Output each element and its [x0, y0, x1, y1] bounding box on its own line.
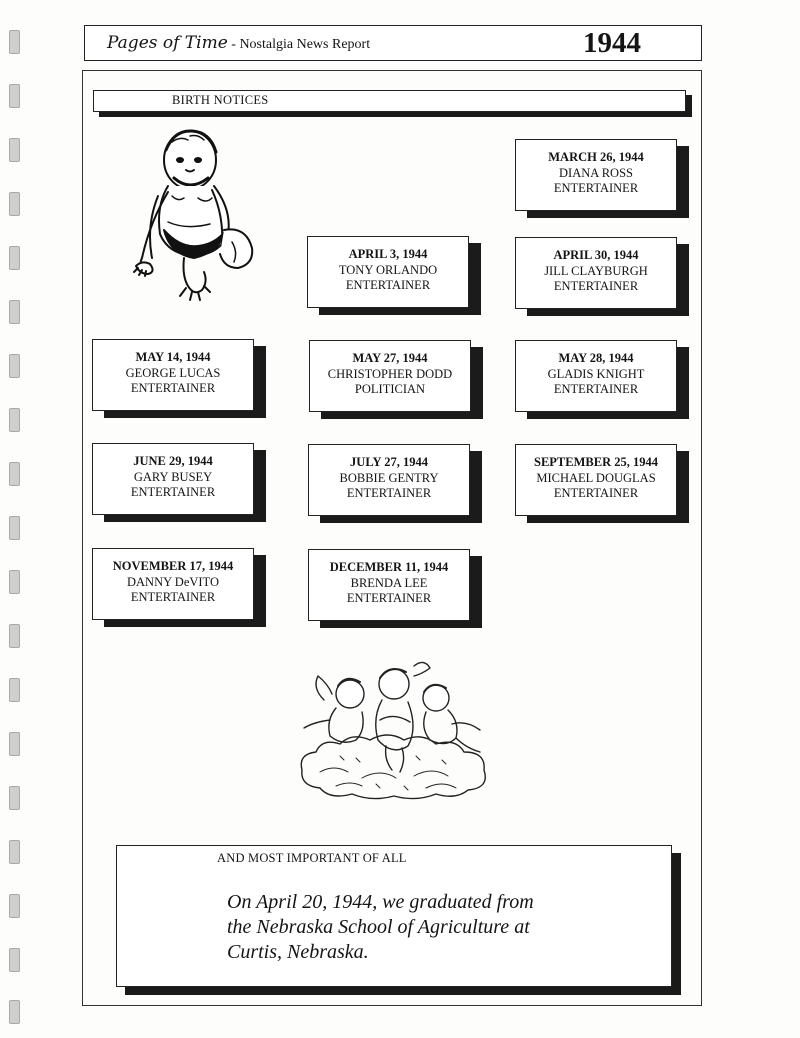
binding-ring	[9, 786, 20, 810]
birth-date: MAY 27, 1944	[352, 351, 428, 365]
birth-date: JUNE 29, 1944	[133, 454, 213, 468]
birth-date: JULY 27, 1944	[350, 455, 428, 469]
cherubs-illustration	[296, 660, 492, 802]
header-year: 1944	[583, 27, 641, 59]
birth-date: APRIL 30, 1944	[553, 248, 639, 262]
birth-date: APRIL 3, 1944	[348, 247, 428, 261]
binding-ring	[9, 30, 20, 54]
binding-ring	[9, 300, 20, 324]
binding-ring	[9, 840, 20, 864]
binding-ring	[9, 948, 20, 972]
brand-script: Pages of Time	[107, 33, 228, 53]
birth-name: MICHAEL DOUGLAS	[536, 470, 656, 485]
birth-card	[92, 548, 254, 620]
birth-date: SEPTEMBER 25, 1944	[534, 455, 658, 469]
birth-card	[309, 340, 471, 412]
birth-name: GARY BUSEY	[133, 469, 213, 484]
birth-occupation: ENTERTAINER	[130, 590, 216, 604]
highlight-line: Curtis, Nebraska.	[227, 941, 369, 963]
binding-ring	[9, 516, 20, 540]
birth-name: GLADIS KNIGHT	[547, 366, 645, 381]
birth-card	[92, 339, 254, 411]
birth-date: NOVEMBER 17, 1944	[112, 559, 234, 573]
birth-card	[307, 236, 469, 308]
binding-ring	[9, 570, 20, 594]
birth-occupation: ENTERTAINER	[346, 486, 432, 500]
highlight-heading: AND MOST IMPORTANT OF ALL	[217, 851, 407, 865]
binding-ring	[9, 894, 20, 918]
spiral-binding	[7, 0, 21, 1038]
birth-card	[515, 237, 677, 309]
binding-ring	[9, 354, 20, 378]
birth-name: TONY ORLANDO	[338, 262, 438, 277]
baby-illustration	[128, 126, 260, 304]
birth-name: DANNY DeVITO	[127, 574, 219, 589]
birth-name: GEORGE LUCAS	[125, 365, 221, 380]
birth-name: BOBBIE GENTRY	[339, 470, 439, 485]
section-title: BIRTH NOTICES	[93, 90, 686, 112]
binding-ring	[9, 732, 20, 756]
binding-ring	[9, 192, 20, 216]
binding-ring	[9, 624, 20, 648]
binding-ring	[9, 1000, 20, 1024]
birth-date: MAY 14, 1944	[135, 350, 211, 364]
birth-date: DECEMBER 11, 1944	[329, 560, 449, 574]
birth-name: JILL CLAYBURGH	[544, 263, 648, 278]
birth-occupation: ENTERTAINER	[553, 486, 639, 500]
highlight-line: On April 20, 1944, we graduated from	[227, 891, 534, 913]
birth-occupation: ENTERTAINER	[553, 181, 639, 195]
birth-occupation: ENTERTAINER	[553, 382, 639, 396]
binding-ring	[9, 138, 20, 162]
birth-card	[515, 444, 677, 516]
binding-ring	[9, 462, 20, 486]
birth-name: BRENDA LEE	[350, 575, 428, 590]
birth-occupation: ENTERTAINER	[553, 279, 639, 293]
birth-name: DIANA ROSS	[559, 165, 633, 180]
binding-ring	[9, 84, 20, 108]
highlight-text	[227, 890, 647, 965]
birth-name: CHRISTOPHER DODD	[327, 366, 453, 381]
birth-card	[308, 549, 470, 621]
brand-subtitle: - Nostalgia News Report	[227, 37, 371, 52]
birth-occupation: ENTERTAINER	[130, 485, 216, 499]
birth-occupation: ENTERTAINER	[346, 591, 432, 605]
birth-occupation: POLITICIAN	[354, 382, 426, 396]
birth-card	[515, 340, 677, 412]
birth-date: MAY 28, 1944	[558, 351, 634, 365]
binding-ring	[9, 246, 20, 270]
birth-card	[92, 443, 254, 515]
highlight-line: the Nebraska School of Agriculture at	[227, 916, 530, 938]
birth-date: MARCH 26, 1944	[548, 150, 644, 164]
birth-occupation: ENTERTAINER	[345, 278, 431, 292]
page-header	[84, 25, 702, 61]
birth-occupation: ENTERTAINER	[130, 381, 216, 395]
highlight-box	[116, 845, 672, 987]
birth-card	[515, 139, 677, 211]
brand-title	[107, 33, 370, 53]
binding-ring	[9, 408, 20, 432]
binding-ring	[9, 678, 20, 702]
birth-card	[308, 444, 470, 516]
